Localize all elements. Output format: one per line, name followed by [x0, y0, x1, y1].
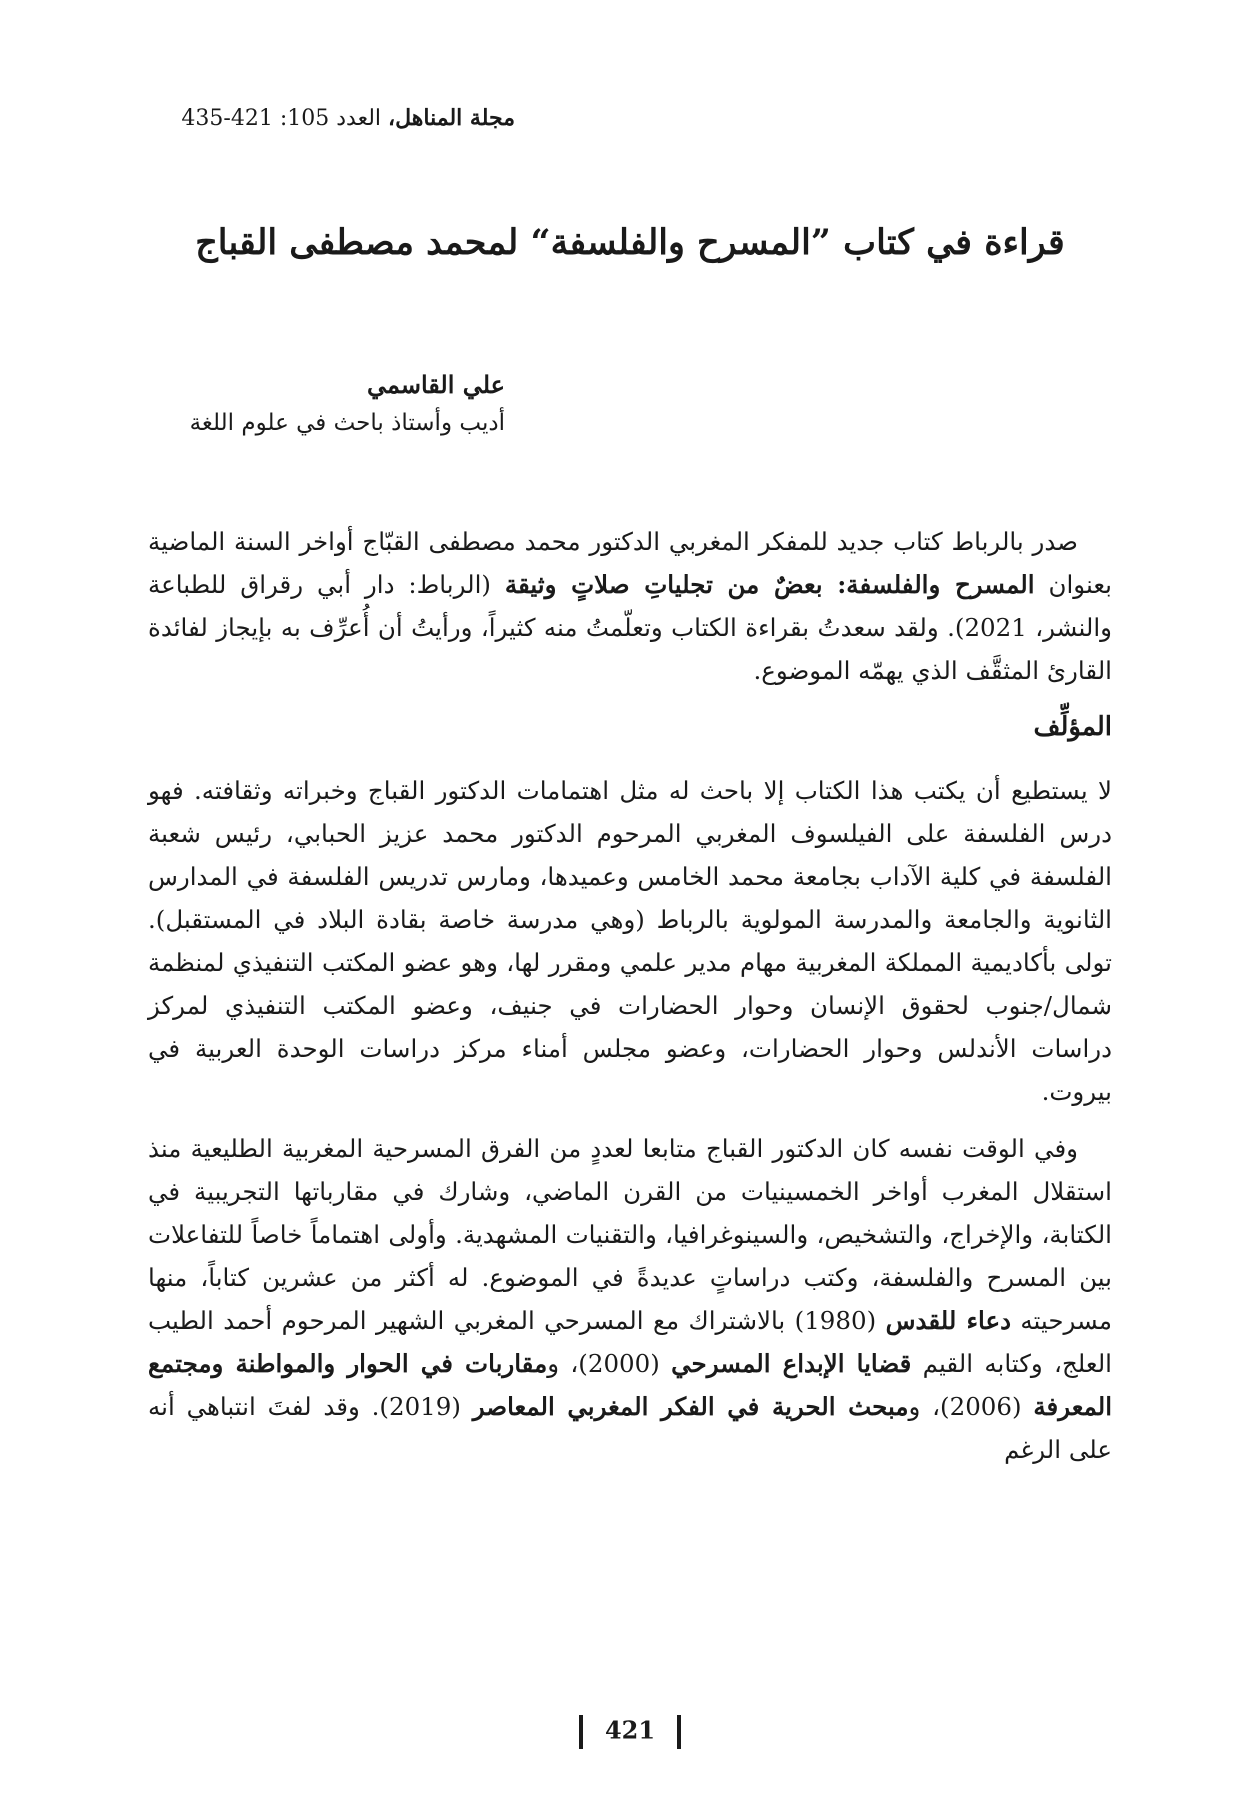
section-heading: المؤلِّف: [1033, 712, 1112, 742]
book-title-2: مقاربات في الحوار والمواطنة ومجتمع المعرفة: [148, 1349, 1113, 1421]
page-number: 421: [604, 1715, 656, 1745]
author-bio-paragraph: لا يستطيع أن يكتب هذا الكتاب إلا باحث له مثل اهتمامات الدكتور القباج وخبراته وثقافته. فهو درس الفلسفة على الفيلسوف المغربي المرحوم الدكتور محمد عزيز الحبابي، رئيس شعبة الفلسفة في كلية الآداب بجامعة محمد الخامس وعميدها، ومارس تدريس الفلسفة في المدارس الثانوية والجامعة والمدرسة المولوية بالرباط (وهي مدرسة خاصة بقادة البلاد في المستقبل). تولى بأكاديمية المملكة المغربية مهام مدير علمي ومقرر لها، وهو عضو المكتب التنفيذي لمنظمة شمال/جنوب لحقوق الإنسان وحوار الحضارات في جنيف، وعضو المكتب التنفيذي لمركز دراسات الأندلس وحوار الحضارات، وعضو مجلس أمناء مركز دراسات الوحدة العربية في بيروت.: [148, 776, 1112, 1106]
book-title-3: مبحث الحرية في الفكر المغربي المعاصر: [472, 1392, 909, 1421]
author-role: أديب وأستاذ باحث في علوم اللغة: [189, 410, 505, 436]
intro-tail: (الرباط: دار أبي رقراق للطباعة والنشر، 2021). ولقد سعدتُ بقراءة الكتاب وتعلّمتُ منه كثيراً، ورأيتُ أن أُعرِّف به بإيجاز لفائدة القارئ المثقَّف الذي يهمّه الموضوع.: [148, 570, 1112, 685]
intro-paragraph: [148, 520, 1112, 692]
intro-lead: صدر بالرباط كتاب جديد للمفكر المغربي الدكتور محمد مصطفى القبّاج أواخر السنة الماضية بعنوان: [148, 527, 1112, 599]
works-text-d: (2006)، و: [908, 1392, 1022, 1421]
page-number-rule-right: [677, 1715, 681, 1749]
journal-name: مجلة المناهل،: [388, 105, 515, 131]
works-text-c: (2000)، و: [547, 1349, 660, 1378]
works-text-b: (1980) بالاشتراك مع المسرحي المغربي الشهير المرحوم أحمد الطيب العلج، وكتابه القيم: [148, 1306, 1112, 1378]
article-title: قراءة في كتاب ”المسرح والفلسفة“ لمحمد مصطفى القباج: [195, 222, 1065, 263]
works-text-a: وفي الوقت نفسه كان الدكتور القباج متابعا لعددٍ من الفرق المسرحية المغربية الطليعية منذ استقلال المغرب أواخر الخمسينيات من القرن الماضي، وشارك في مقارباتها التجريبية في الكتابة، والإخراج، والتشخيص، والسينوغرافيا، والتقنيات المشهدية. وأولى اهتماماً خاصاً للتفاعلات بين المسرح والفلسفة، وكتب دراساتٍ عديدةً في الموضوع. له أكثر من عشرين كتاباً، منها مسرحيته: [148, 1134, 1112, 1335]
page-number-footer: [0, 1715, 1260, 1749]
page-number-rule-left: [579, 1715, 583, 1749]
book-title-1: قضايا الإبداع المسرحي: [671, 1349, 912, 1378]
author-name: علي القاسمي: [366, 370, 505, 399]
works-paragraph: [148, 1127, 1112, 1471]
running-header: [115, 105, 515, 131]
works-text-e: (2019). وقد لفتَ انتباهي أنه على الرغم: [148, 1392, 1112, 1464]
book-title: المسرح والفلسفة: بعضٌ من تجلياتِ صلاتٍ وثيقة: [504, 570, 1035, 599]
play-title: دعاء للقدس: [885, 1306, 1011, 1335]
article-body: [148, 520, 1112, 1485]
issue-info: العدد 105: 421-435: [181, 106, 382, 131]
